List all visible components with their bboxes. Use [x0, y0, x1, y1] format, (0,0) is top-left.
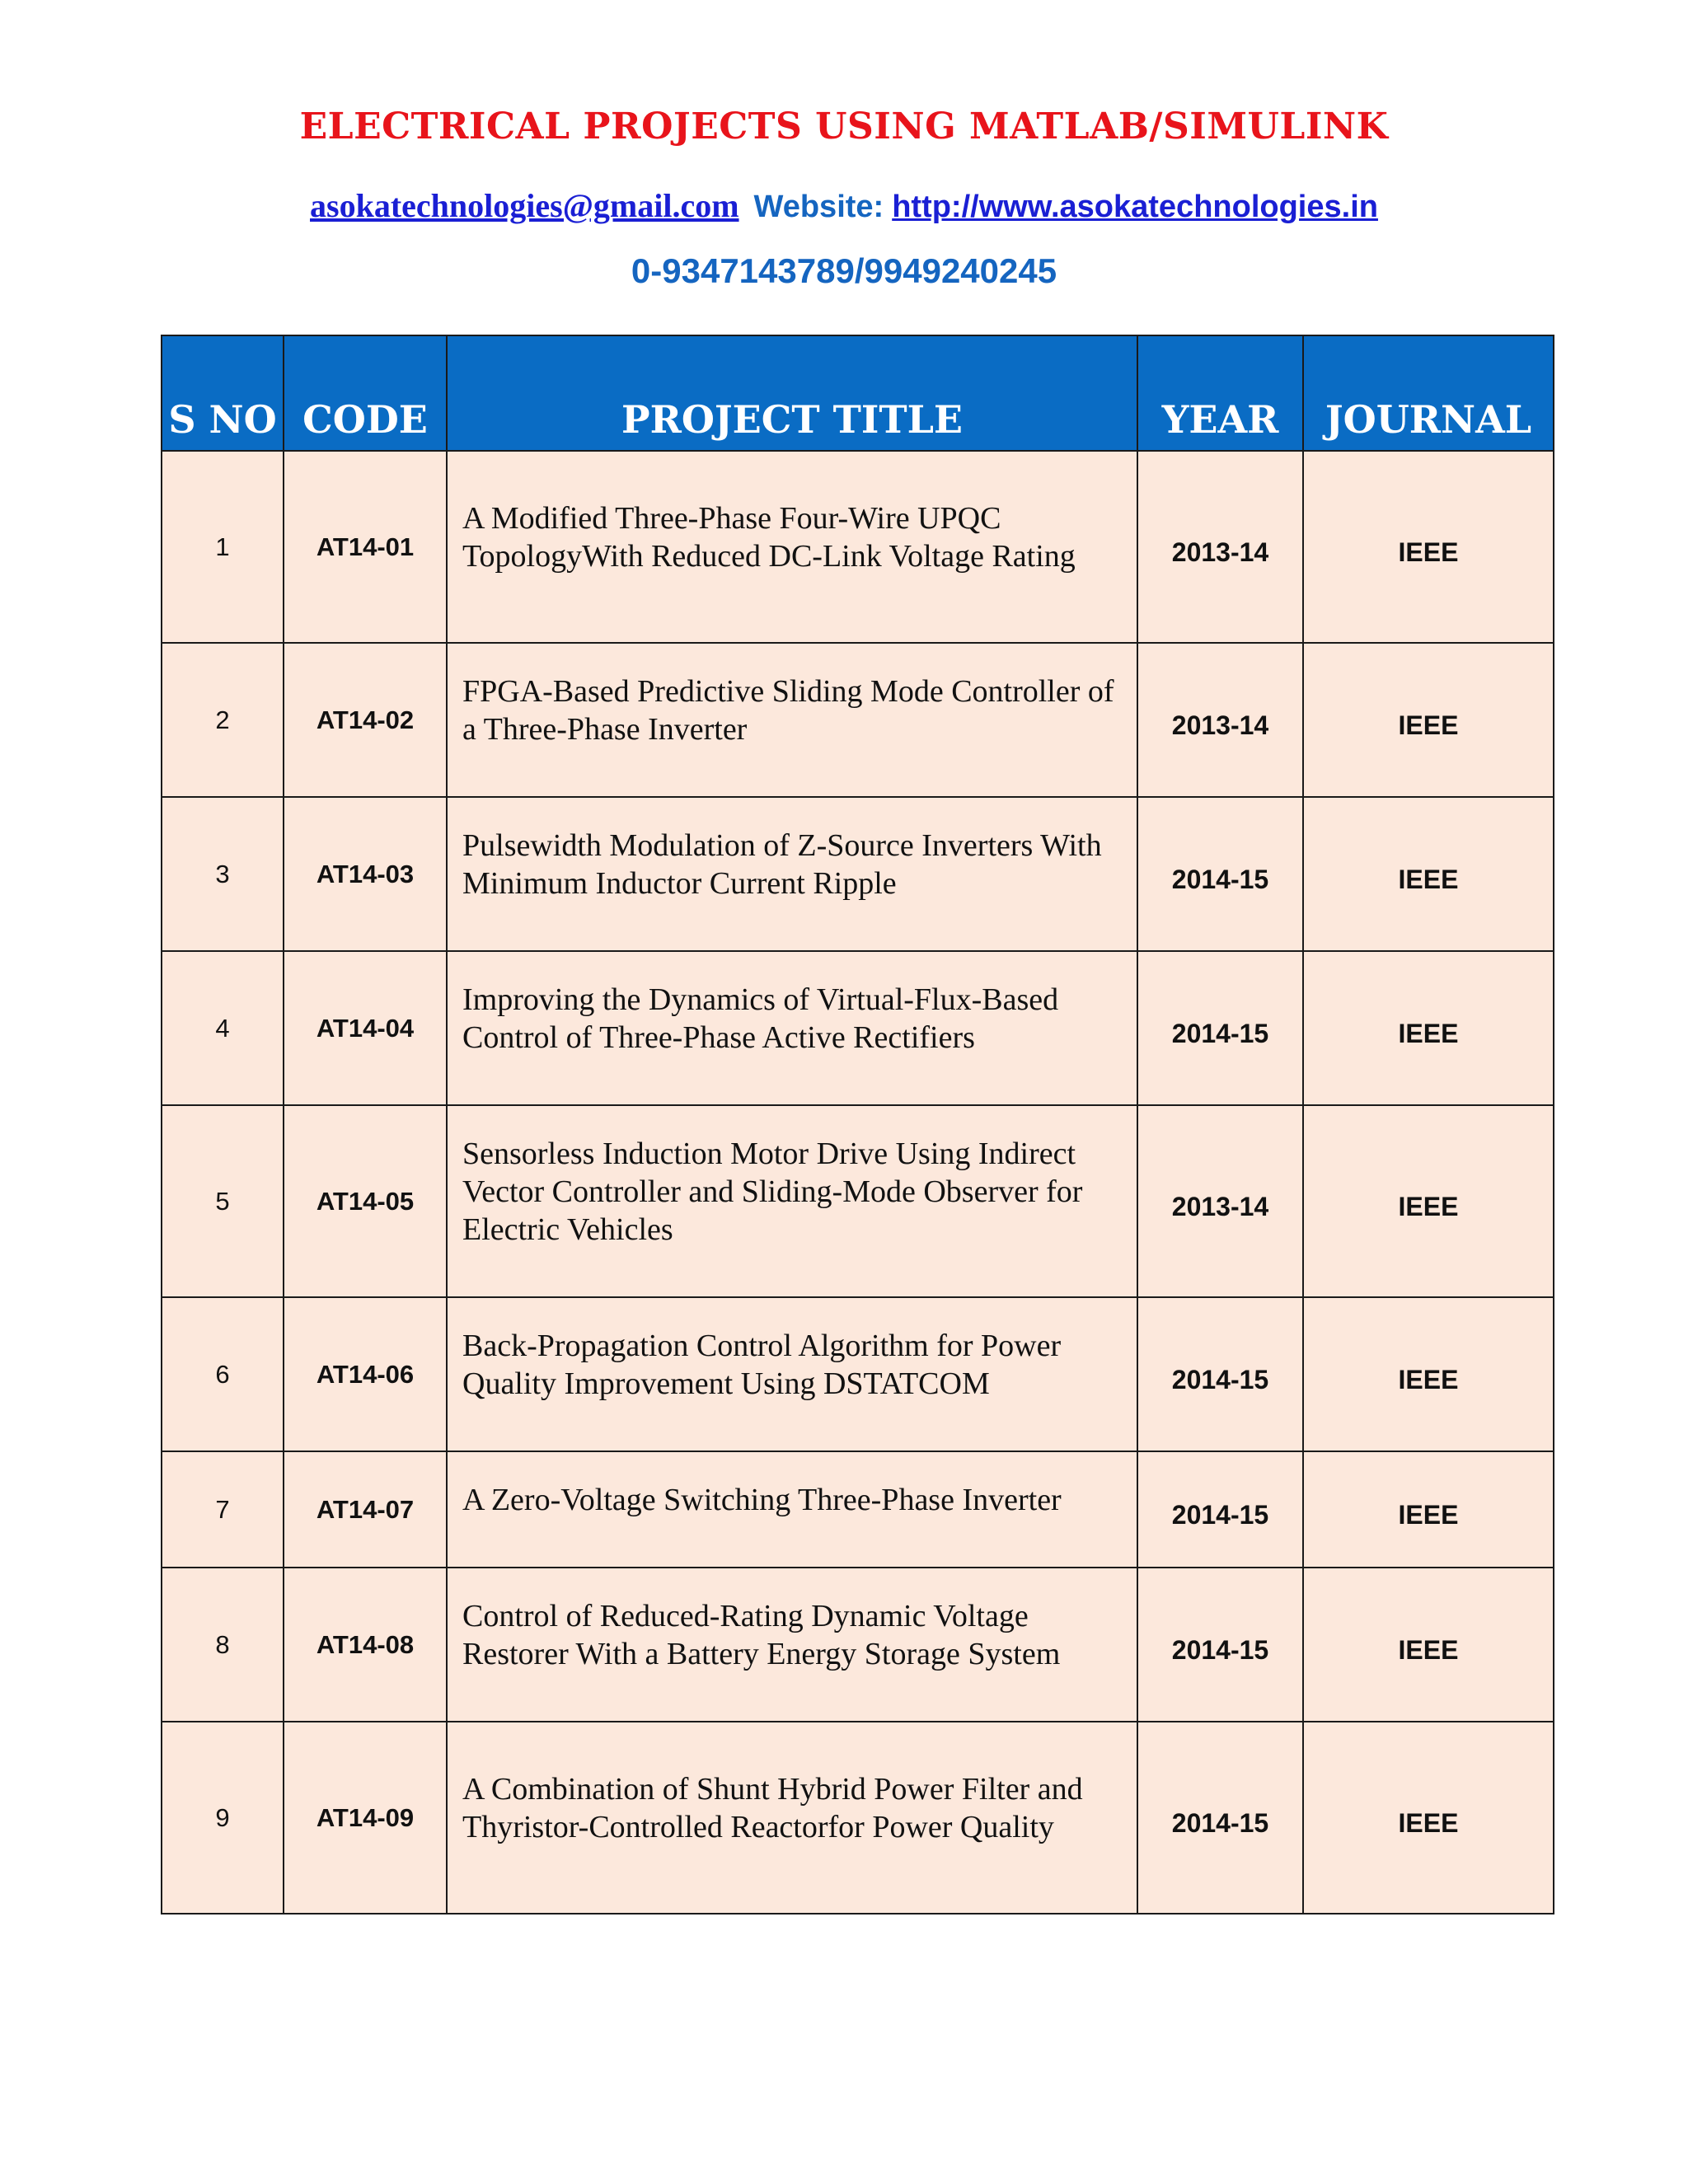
- table-row: [162, 1297, 1554, 1451]
- cell-year: 2013-14: [1137, 451, 1303, 643]
- cell-year: 2013-14: [1137, 643, 1303, 797]
- cell-year: 2014-15: [1137, 1568, 1303, 1722]
- table-row: [162, 1451, 1554, 1568]
- column-header-journal: JOURNAL: [1303, 335, 1554, 451]
- cell-code: AT14-03: [284, 797, 447, 951]
- cell-code: AT14-08: [284, 1568, 447, 1722]
- cell-year: 2014-15: [1137, 951, 1303, 1105]
- cell-journal: IEEE: [1303, 951, 1554, 1105]
- cell-journal: IEEE: [1303, 451, 1554, 643]
- projects-table: [161, 335, 1554, 1915]
- cell-sno: 6: [162, 1297, 284, 1451]
- cell-year: 2013-14: [1137, 1105, 1303, 1297]
- cell-sno: 9: [162, 1722, 284, 1914]
- email-link[interactable]: asokatechnologies@gmail.com: [310, 187, 739, 224]
- cell-sno: 7: [162, 1451, 284, 1568]
- table-row: [162, 797, 1554, 951]
- table-row: [162, 1105, 1554, 1297]
- cell-project-title: A Modified Three-Phase Four-Wire UPQC TopologyWith Reduced DC-Link Voltage Rating: [447, 451, 1137, 643]
- column-header-year: YEAR: [1137, 335, 1303, 451]
- column-header-code: CODE: [284, 335, 447, 451]
- cell-journal: IEEE: [1303, 1722, 1554, 1914]
- cell-code: AT14-05: [284, 1105, 447, 1297]
- cell-project-title: Improving the Dynamics of Virtual-Flux-Based Control of Three-Phase Active Rectifiers: [447, 951, 1137, 1105]
- cell-year: 2014-15: [1137, 1451, 1303, 1568]
- table-row: [162, 951, 1554, 1105]
- table-row: [162, 1568, 1554, 1722]
- cell-sno: 8: [162, 1568, 284, 1722]
- table-row: [162, 1722, 1554, 1914]
- column-header-sno: S NO: [162, 335, 284, 451]
- table-row: [162, 451, 1554, 643]
- cell-project-title: FPGA-Based Predictive Sliding Mode Controller of a Three-Phase Inverter: [447, 643, 1137, 797]
- cell-code: AT14-09: [284, 1722, 447, 1914]
- website-label: Website:: [753, 190, 884, 224]
- cell-journal: IEEE: [1303, 643, 1554, 797]
- website-link[interactable]: http://www.asokatechnologies.in: [892, 190, 1378, 224]
- cell-journal: IEEE: [1303, 1568, 1554, 1722]
- column-header-project-title: PROJECT TITLE: [447, 335, 1137, 451]
- cell-project-title: Back-Propagation Control Algorithm for Power Quality Improvement Using DSTATCOM: [447, 1297, 1137, 1451]
- contact-line: [0, 186, 1688, 225]
- cell-project-title: Control of Reduced-Rating Dynamic Voltage Restorer With a Battery Energy Storage System: [447, 1568, 1137, 1722]
- cell-project-title: A Combination of Shunt Hybrid Power Filter and Thyristor-Controlled Reactorfor Power Quality: [447, 1722, 1137, 1914]
- cell-code: AT14-06: [284, 1297, 447, 1451]
- cell-project-title: Sensorless Induction Motor Drive Using Indirect Vector Controller and Sliding-Mode Observer for Electric Vehicles: [447, 1105, 1137, 1297]
- cell-sno: 1: [162, 451, 284, 643]
- cell-project-title: Pulsewidth Modulation of Z-Source Inverters With Minimum Inductor Current Ripple: [447, 797, 1137, 951]
- cell-journal: IEEE: [1303, 1297, 1554, 1451]
- cell-year: 2014-15: [1137, 1722, 1303, 1914]
- page-title: ELECTRICAL PROJECTS USING MATLAB/SIMULINK: [299, 105, 1389, 148]
- cell-sno: 5: [162, 1105, 284, 1297]
- cell-journal: IEEE: [1303, 1105, 1554, 1297]
- cell-code: AT14-02: [284, 643, 447, 797]
- cell-year: 2014-15: [1137, 797, 1303, 951]
- cell-journal: IEEE: [1303, 1451, 1554, 1568]
- cell-sno: 2: [162, 643, 284, 797]
- cell-year: 2014-15: [1137, 1297, 1303, 1451]
- cell-code: AT14-04: [284, 951, 447, 1105]
- cell-journal: IEEE: [1303, 797, 1554, 951]
- phone-number: 0-9347143789/9949240245: [631, 251, 1057, 290]
- cell-code: AT14-07: [284, 1451, 447, 1568]
- table-row: [162, 643, 1554, 797]
- cell-sno: 4: [162, 951, 284, 1105]
- cell-project-title: A Zero-Voltage Switching Three-Phase Inverter: [447, 1451, 1137, 1568]
- cell-sno: 3: [162, 797, 284, 951]
- cell-code: AT14-01: [284, 451, 447, 643]
- table-header-row: [162, 335, 1554, 451]
